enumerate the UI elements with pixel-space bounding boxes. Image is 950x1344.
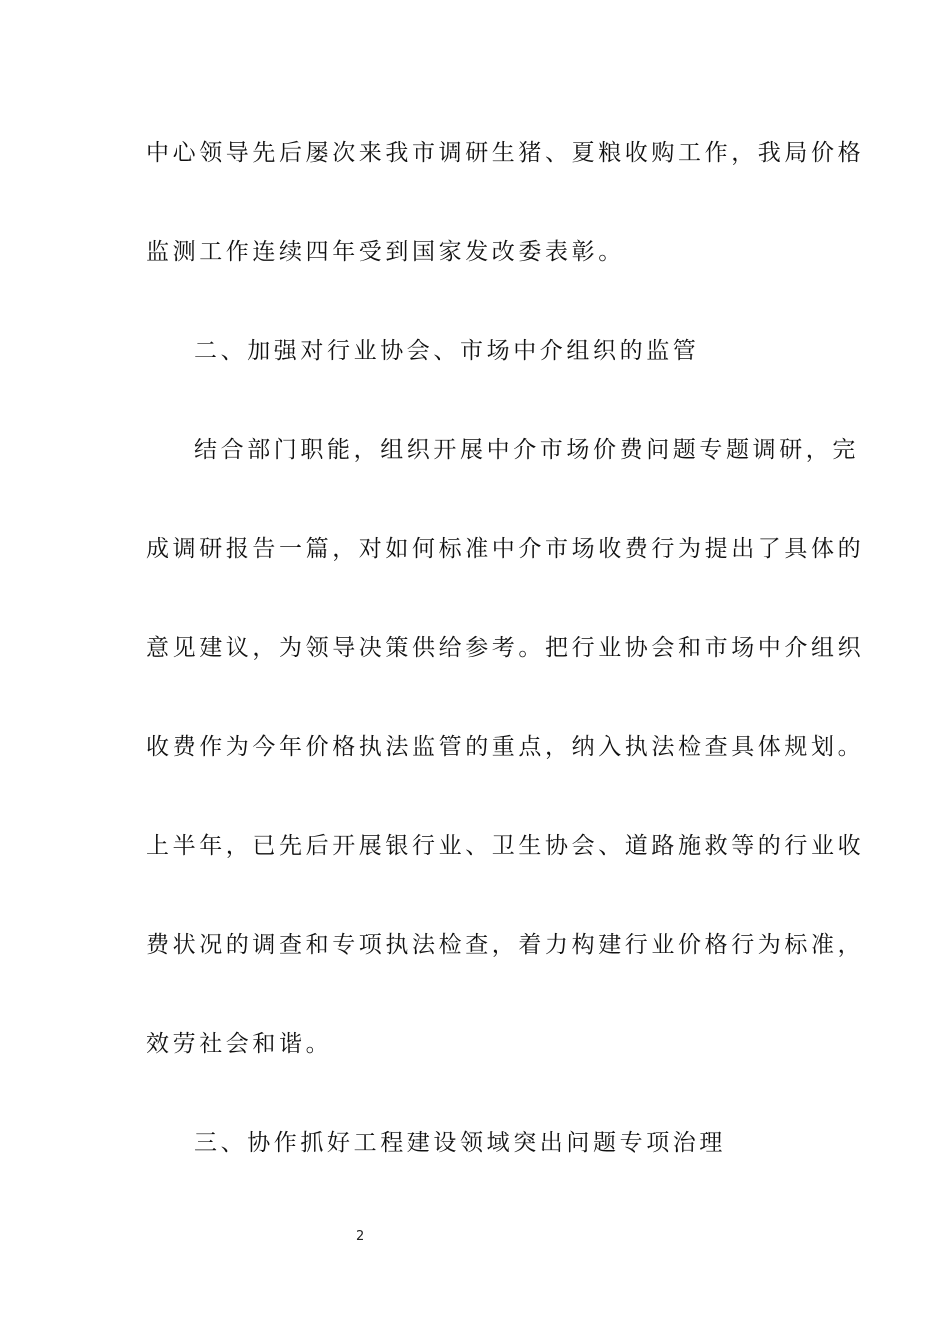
paragraph-line: 收费作为今年价格执法监管的重点，纳入执法检查具体规划。 [146,734,865,760]
paragraph-line: 意见建议，为领导决策供给参考。把行业协会和市场中介组织 [146,635,865,661]
paragraph-line: 效劳社会和谐。 [146,1031,333,1057]
paragraph-line: 结合部门职能，组织开展中介市场价费问题专题调研，完 [194,437,859,463]
paragraph-line: 中心领导先后屡次来我市调研生猪、夏粮收购工作，我局价格 [146,140,865,166]
page-number: 2 [356,1229,365,1244]
section-heading: 三、协作抓好工程建设领域突出问题专项治理 [194,1130,726,1156]
paragraph-line: 监测工作连续四年受到国家发改委表彰。 [146,239,625,265]
paragraph-line: 上半年，已先后开展银行业、卫生协会、道路施救等的行业收 [146,833,865,859]
paragraph-line: 成调研报告一篇，对如何标准中介市场收费行为提出了具体的 [146,536,865,562]
section-heading: 二、加强对行业协会、市场中介组织的监管 [194,338,700,364]
paragraph-line: 费状况的调查和专项执法检查，着力构建行业价格行为标准， [146,932,865,958]
